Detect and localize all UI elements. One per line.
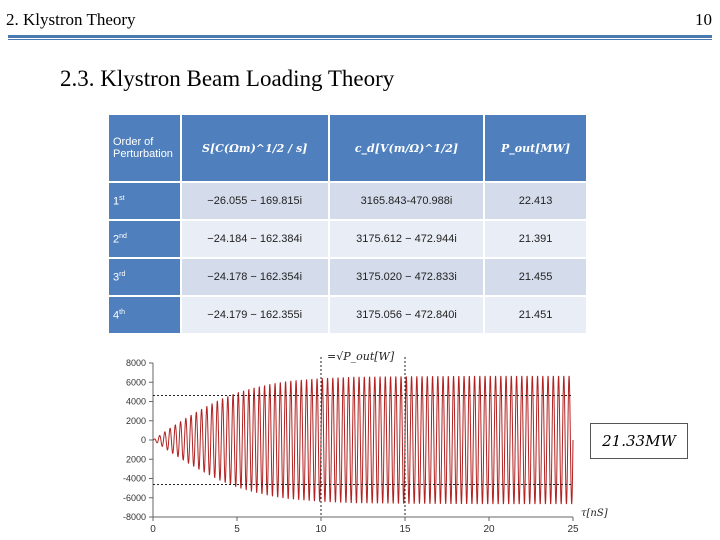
waveform-chart xyxy=(105,345,615,540)
col-header-pout: P_out[MW] xyxy=(485,115,586,181)
col-header-cd: c_d[V(m/Ω)^1/2] xyxy=(330,115,483,181)
y-tick-label: -8000 xyxy=(122,512,146,522)
y-tick-label: -6000 xyxy=(122,492,146,503)
x-tick-label: 0 xyxy=(150,524,156,535)
chart-title: =√P_out[W] xyxy=(327,350,395,363)
page-number: 10 xyxy=(695,10,712,29)
result-box: 21.33MW xyxy=(590,423,688,459)
pout-cell: 21.455 xyxy=(485,259,586,295)
section-title: 2.3. Klystron Beam Loading Theory xyxy=(60,66,395,91)
order-cell: 3rd xyxy=(109,259,180,295)
perturbation-table xyxy=(107,113,588,335)
x-tick-label: 20 xyxy=(483,524,495,535)
col-header-s: S[C(Ωm)^1/2 / s] xyxy=(182,115,328,181)
x-tick-label: 5 xyxy=(234,524,240,535)
order-cell: 1st xyxy=(109,183,180,219)
cd-cell: 3175.612 − 472.944i xyxy=(330,221,483,257)
header-rule-thin xyxy=(8,39,712,40)
y-tick-label: 2000 xyxy=(125,415,146,426)
table-row xyxy=(109,183,586,219)
s-cell: −24.178 − 162.354i xyxy=(182,259,328,295)
x-tick-label: 25 xyxy=(567,524,579,535)
cd-cell: 3165.843-470.988i xyxy=(330,183,483,219)
y-tick-label: 2000 xyxy=(125,454,146,465)
cd-cell: 3175.056 − 472.840i xyxy=(330,297,483,333)
order-cell: 2nd xyxy=(109,221,180,257)
header-rule xyxy=(8,35,712,38)
header-title: 2. Klystron Theory xyxy=(6,10,136,29)
cd-cell: 3175.020 − 472.833i xyxy=(330,259,483,295)
y-tick-label: -4000 xyxy=(122,473,146,484)
pout-cell: 21.391 xyxy=(485,221,586,257)
pout-cell: 22.413 xyxy=(485,183,586,219)
table-row xyxy=(109,259,586,295)
table-row xyxy=(109,221,586,257)
y-tick-label: 8000 xyxy=(125,358,146,368)
order-cell: 4th xyxy=(109,297,180,333)
s-cell: −24.179 − 162.355i xyxy=(182,297,328,333)
col-header-order: Order of Perturbation xyxy=(109,115,180,181)
y-tick-label: 0 xyxy=(140,435,146,445)
pout-cell: 21.451 xyxy=(485,297,586,333)
table-row xyxy=(109,297,586,333)
y-tick-label: 6000 xyxy=(125,377,146,388)
s-cell: −26.055 − 169.815i xyxy=(182,183,328,219)
x-axis-label: τ[nS] xyxy=(581,508,608,519)
x-tick-label: 10 xyxy=(315,524,327,535)
s-cell: −24.184 − 162.384i xyxy=(182,221,328,257)
y-tick-label: 4000 xyxy=(125,396,146,407)
x-tick-label: 15 xyxy=(399,524,411,535)
